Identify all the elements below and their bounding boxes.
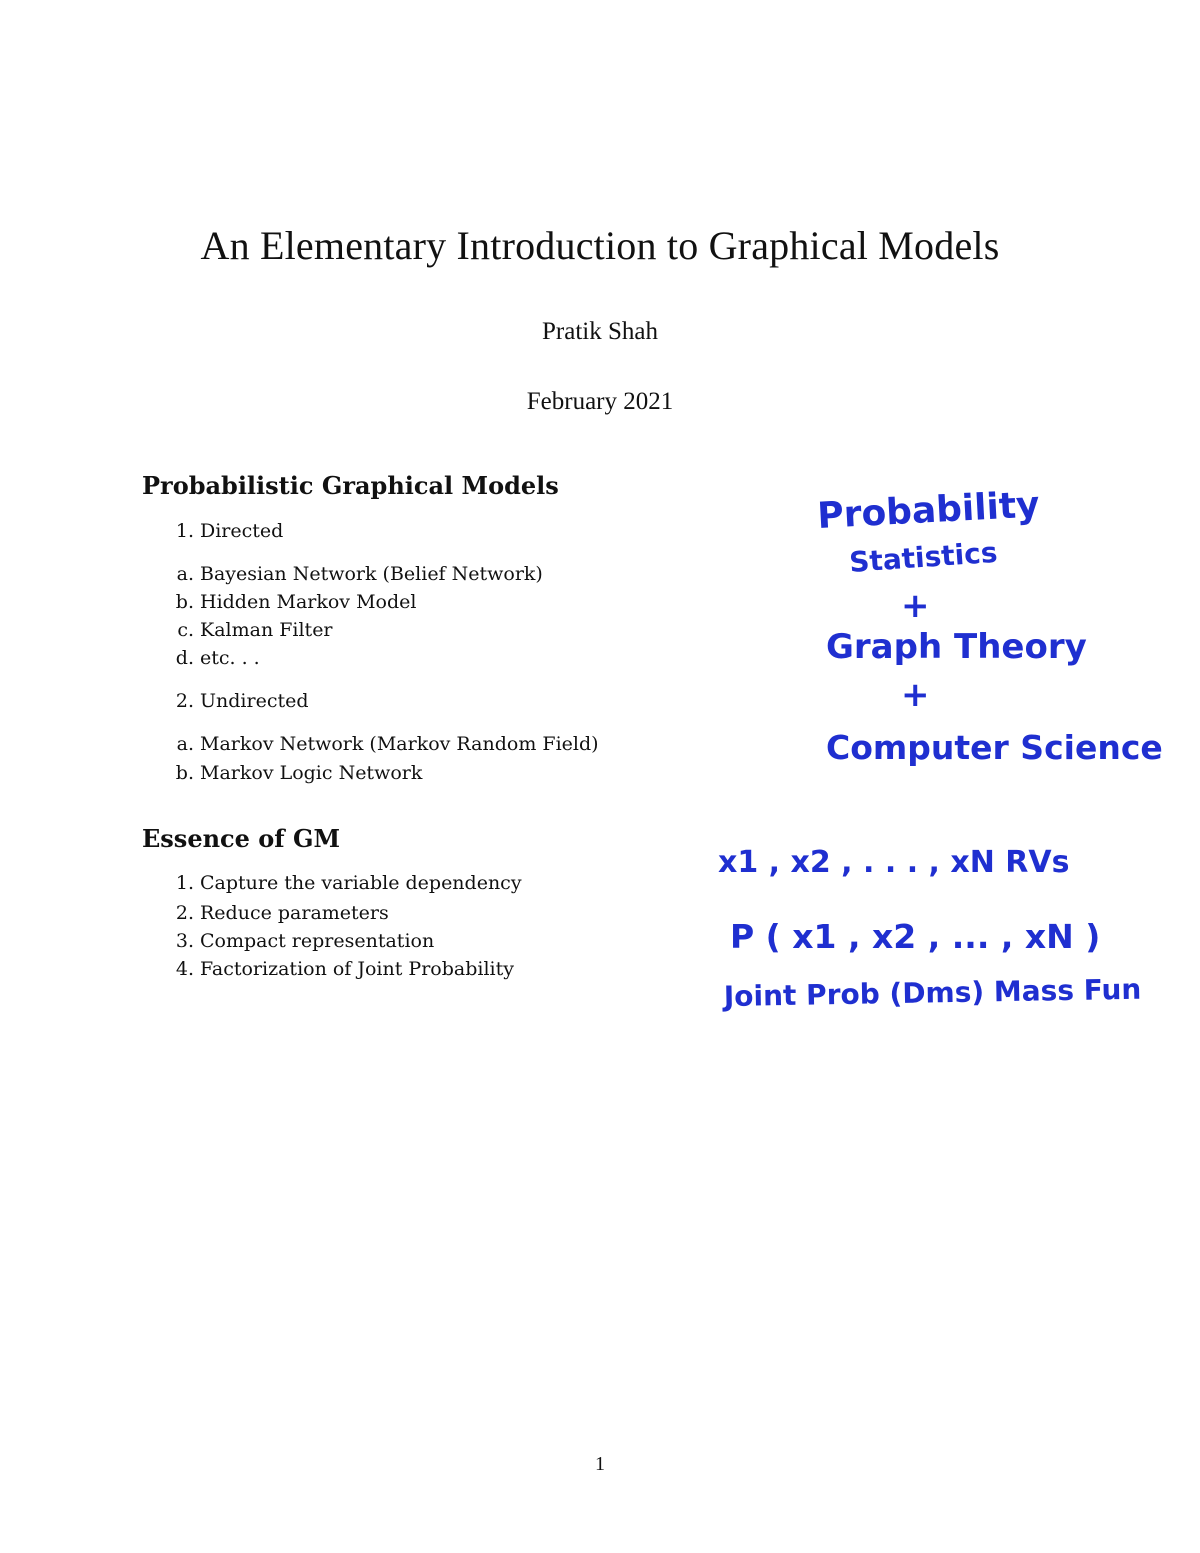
page-number: 1 <box>595 1453 605 1475</box>
handwritten-note: Graph Theory <box>826 627 1087 667</box>
section-heading-pgm: Probabilistic Graphical Models <box>142 471 559 500</box>
list-item-text: Markov Logic Network <box>200 762 423 784</box>
list-item-label: 1. <box>175 872 194 894</box>
list-item-text: Undirected <box>200 690 309 712</box>
list-item-text: Directed <box>200 520 284 542</box>
list-item-text: Reduce parameters <box>200 902 389 924</box>
list-item-text: Capture the variable dependency <box>200 872 522 894</box>
handwritten-note: + <box>901 675 930 715</box>
list-item-label: b. <box>175 591 194 613</box>
list-item-label: 4. <box>175 958 194 980</box>
list-item-text: Factorization of Joint Probability <box>200 958 514 980</box>
list-item-label: d. <box>175 647 194 669</box>
handwritten-note: Joint Prob (Dms) Mass Fun <box>723 972 1142 1013</box>
list-item-label: a. <box>176 563 194 585</box>
handwritten-note: Probability <box>816 484 1041 537</box>
list-item-text: etc. . . <box>200 647 260 669</box>
list-item-text: Bayesian Network (Belief Network) <box>200 563 543 585</box>
handwritten-note: Statistics <box>848 535 999 579</box>
list-item-text: Hidden Markov Model <box>200 591 417 613</box>
list-item-label: a. <box>176 733 194 755</box>
list-item-label: 3. <box>175 930 194 952</box>
list-item-label: 1. <box>175 520 194 542</box>
handwritten-note: P ( x1 , x2 , ... , xN ) <box>730 917 1101 956</box>
publication-date: February 2021 <box>526 388 674 415</box>
list-item-text: Compact representation <box>200 930 435 952</box>
handwritten-note: + <box>901 586 930 626</box>
list-item-text: Kalman Filter <box>200 619 333 641</box>
handwritten-note: Computer Science <box>826 728 1163 767</box>
author-name: Pratik Shah <box>542 318 658 345</box>
paper-title: An Elementary Introduction to Graphical Models <box>200 223 1000 268</box>
list-item-label: b. <box>175 762 194 784</box>
list-item-label: c. <box>177 619 194 641</box>
list-item-text: Markov Network (Markov Random Field) <box>200 733 599 755</box>
section-heading-essence: Essence of GM <box>142 824 341 853</box>
list-item-label: 2. <box>175 690 194 712</box>
handwritten-note: x1 , x2 , . . . , xN RVs <box>718 845 1070 880</box>
list-item-label: 2. <box>175 902 194 924</box>
